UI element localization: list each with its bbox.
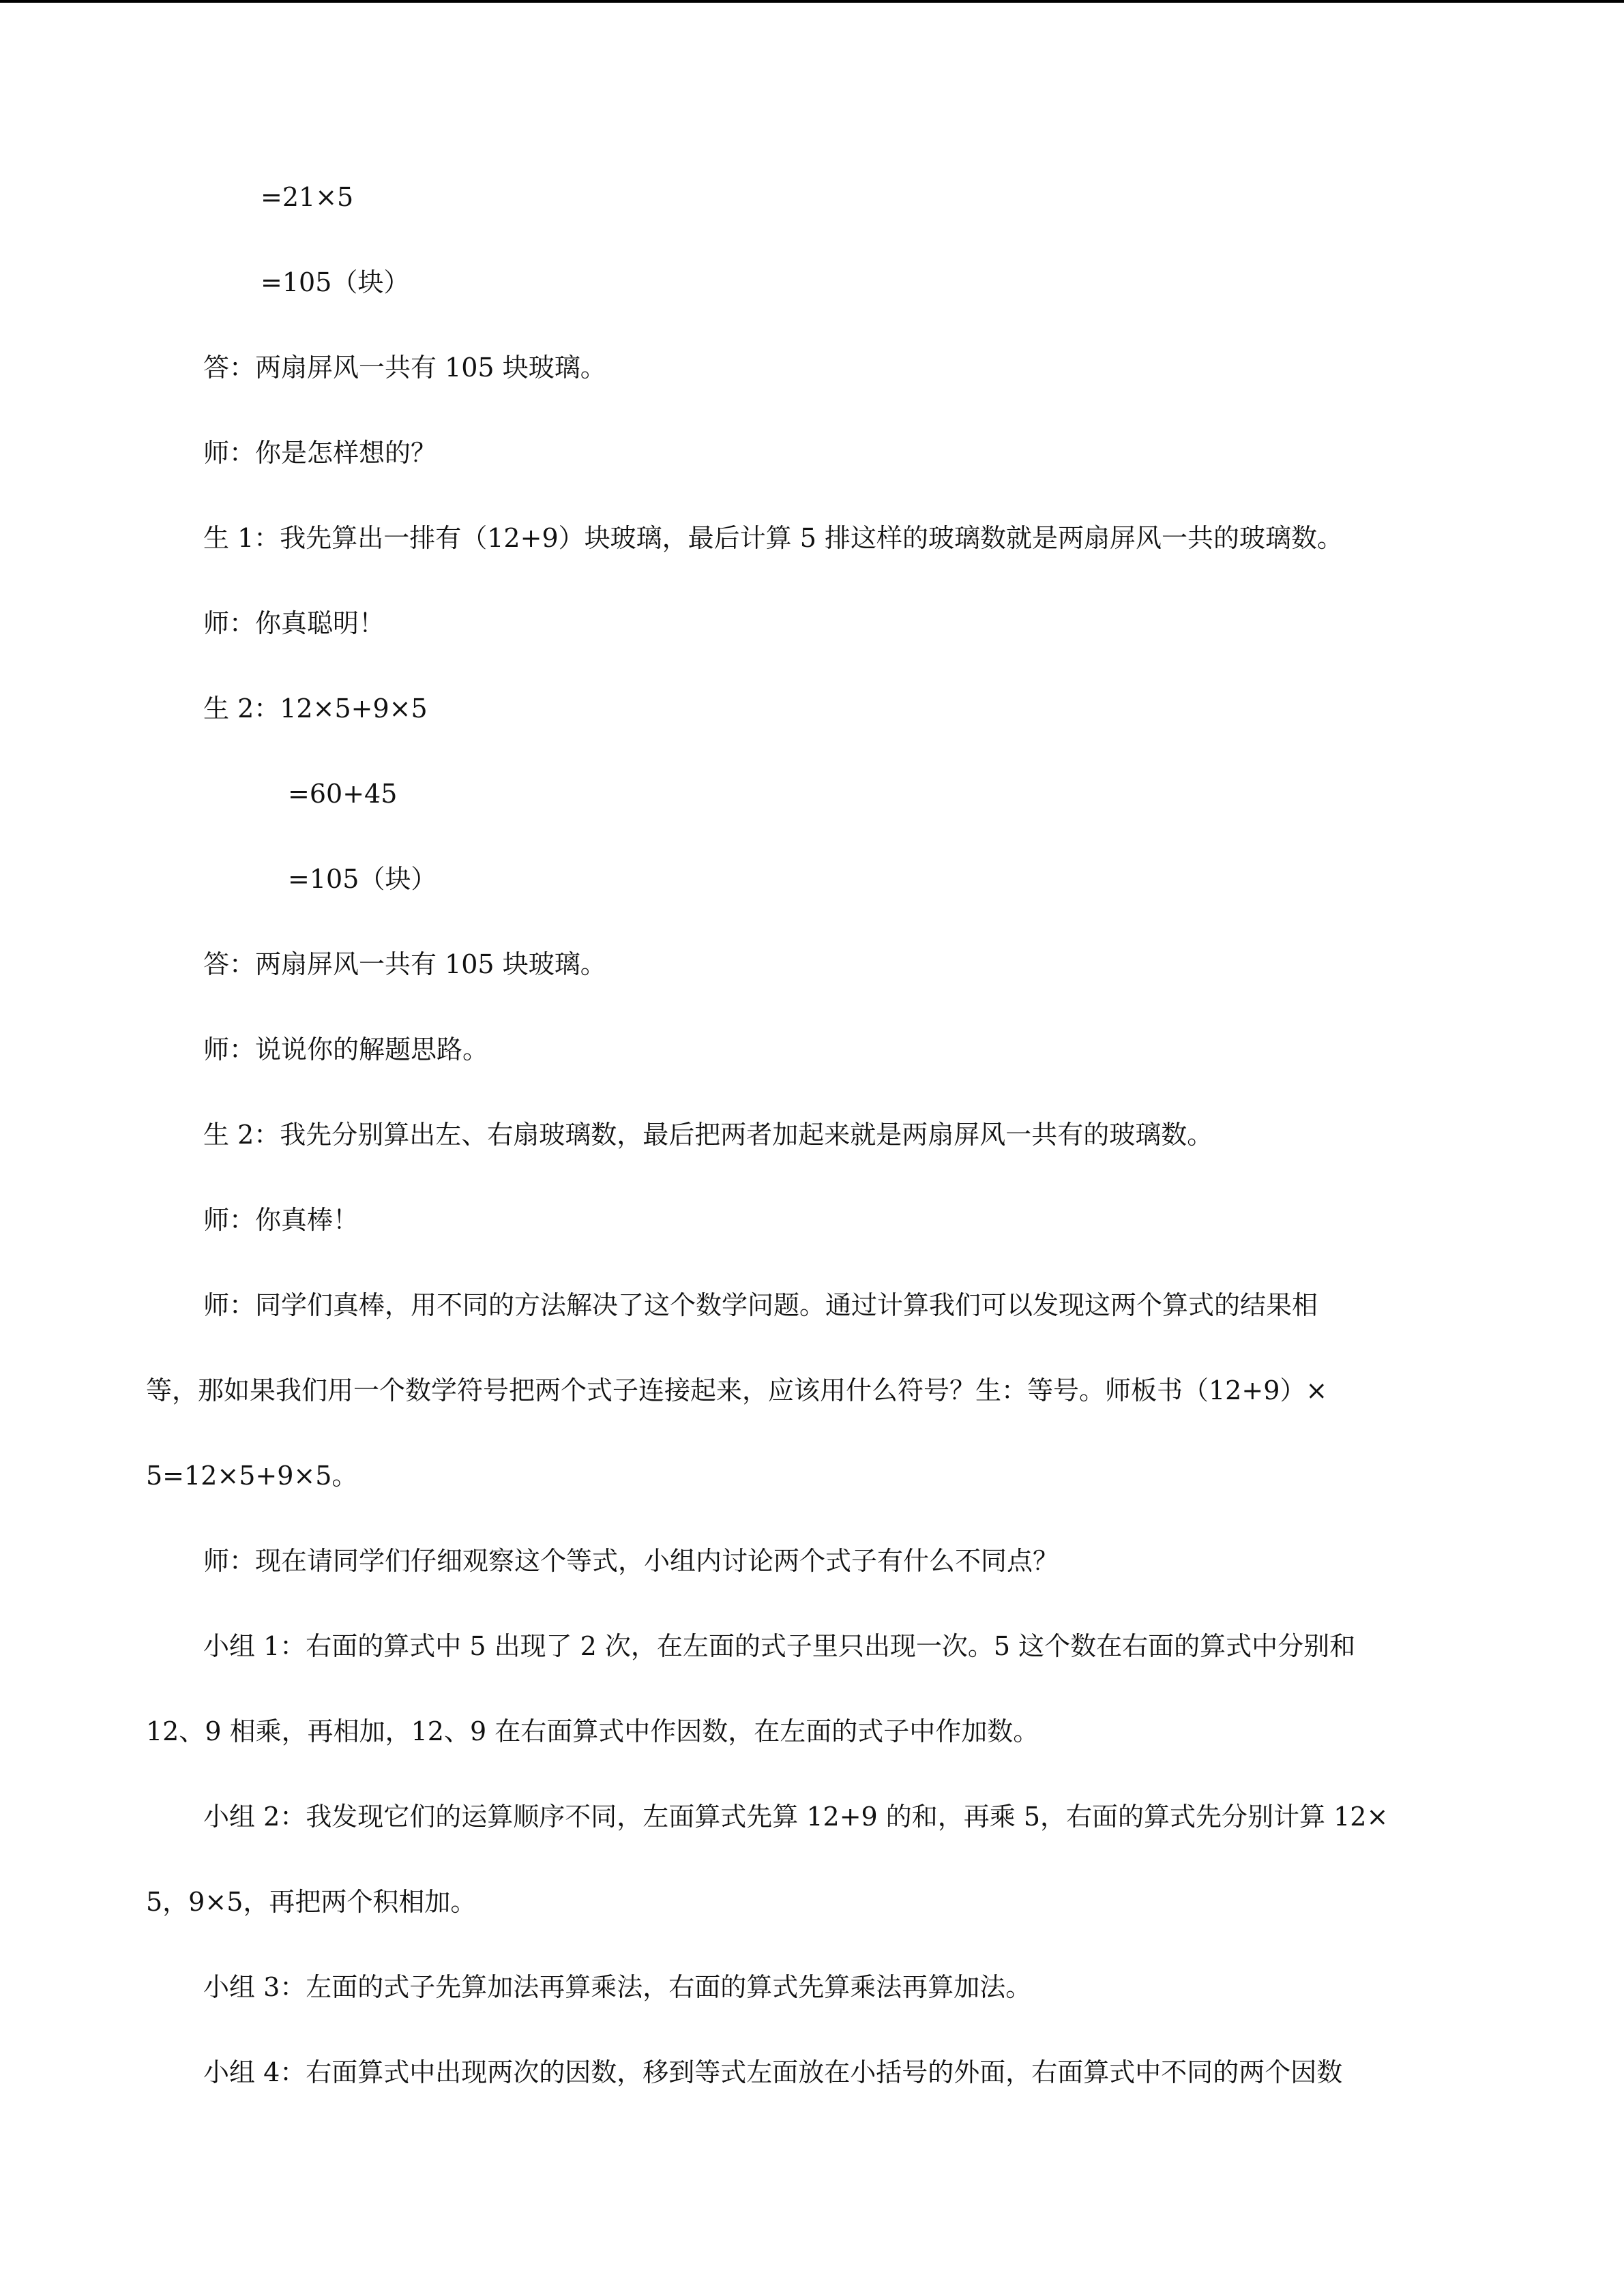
paragraph-continuation: 等，那如果我们用一个数学符号把两个式子连接起来，应该用什么符号？生：等号。师板书（12+9）× <box>146 1375 1328 1405</box>
teacher-line: 师：现在请同学们仔细观察这个等式，小组内讨论两个式子有什么不同点？ <box>203 1546 1059 1576</box>
top-border <box>0 0 1624 3</box>
group-line: 小组 1：右面的算式中 5 出现了 2 次，在左面的式子里只出现一次。5 这个数在右面的算式中分别和 <box>203 1631 1356 1661</box>
student-line: 生 1：我先算出一排有（12+9）块玻璃，最后计算 5 排这样的玻璃数就是两扇屏风一共的玻璃数。 <box>203 523 1343 553</box>
equation-line: =60+45 <box>288 779 398 809</box>
answer-line: 答：两扇屏风一共有 105 块玻璃。 <box>203 353 606 383</box>
paragraph-continuation: 5，9×5，再把两个积相加。 <box>146 1887 477 1917</box>
teacher-line: 师：同学们真棒，用不同的方法解决了这个数学问题。通过计算我们可以发现这两个算式的结果相 <box>203 1290 1318 1320</box>
teacher-line: 师：说说你的解题思路。 <box>203 1034 489 1064</box>
group-line: 小组 2：我发现它们的运算顺序不同，左面算式先算 12+9 的和，再乘 5，右面的算式先分别计算 12× <box>203 1802 1389 1832</box>
equation-line: =105（块） <box>261 267 410 297</box>
paragraph-continuation: 12、9 相乘，再相加，12、9 在右面算式中作因数，在左面的式子中作加数。 <box>146 1716 1039 1746</box>
student-line: 生 2：我先分别算出左、右扇玻璃数，最后把两者加起来就是两扇屏风一共有的玻璃数。 <box>203 1120 1213 1150</box>
answer-line: 答：两扇屏风一共有 105 块玻璃。 <box>203 949 606 979</box>
paragraph-continuation: 5=12×5+9×5。 <box>146 1461 358 1491</box>
teacher-line: 师：你真棒！ <box>203 1205 359 1235</box>
group-line: 小组 4：右面算式中出现两次的因数，移到等式左面放在小括号的外面，右面算式中不同的两个因数 <box>203 2057 1343 2087</box>
teacher-line: 师：你是怎样想的？ <box>203 438 437 468</box>
student-line: 生 2：12×5+9×5 <box>203 694 428 724</box>
equation-line: =21×5 <box>261 182 354 212</box>
equation-line: =105（块） <box>288 864 437 894</box>
teacher-line: 师：你真聪明！ <box>203 608 385 638</box>
group-line: 小组 3：左面的式子先算加法再算乘法，右面的算式先算乘法再算加法。 <box>203 1972 1032 2002</box>
